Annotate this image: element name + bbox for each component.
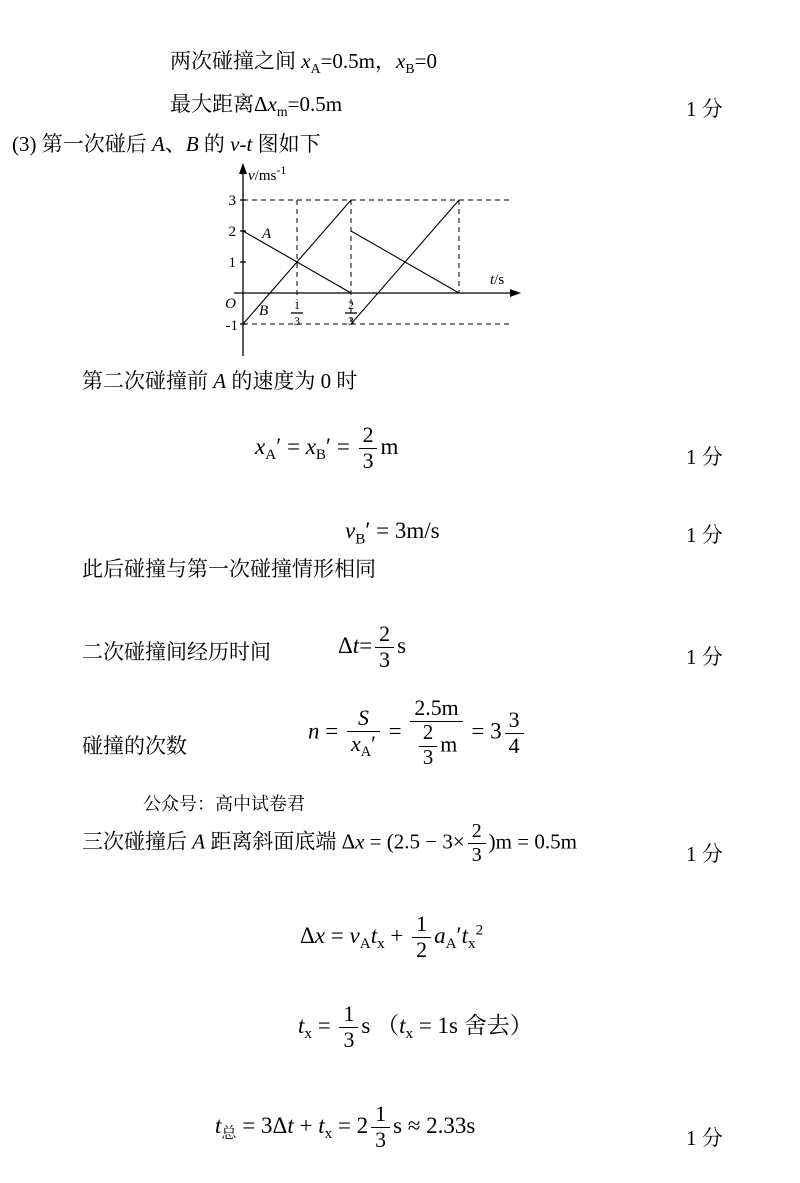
formula-delta-x: $\Delta x = v_At_x$ + $\frac{1}{2}$ $a_A't_x^2$	[300, 912, 484, 963]
label-interval-time: 二次碰撞间经历时间	[82, 640, 271, 664]
x-axis-arrow	[510, 289, 521, 297]
score-badge-3: 1 分	[686, 523, 723, 547]
label-collision-count: 碰撞的次数	[82, 734, 187, 758]
tick-label-2: 2	[228, 224, 236, 240]
y-axis-label: $v/ms^{-1}$	[248, 163, 287, 184]
curve-B-segment2	[351, 200, 459, 324]
line-between-collisions: 两次碰撞之间 $x_A=0.5m$，$x_B=0$	[170, 49, 437, 76]
line-same-as-first: 此后碰撞与第一次碰撞情形相同	[82, 557, 376, 581]
score-badge-5: 1 分	[686, 842, 723, 866]
tick-label-neg1: -1	[225, 318, 238, 334]
score-badge-6: 1 分	[686, 1126, 723, 1150]
svg-text:1: 1	[294, 298, 300, 312]
vt-graph	[218, 160, 526, 373]
curve-label-A: A	[262, 226, 272, 242]
score-badge-1: 1 分	[686, 97, 723, 121]
score-badge-2: 1 分	[686, 445, 723, 469]
tick-label-1: 1	[228, 255, 236, 271]
svg-text:3: 3	[294, 314, 300, 328]
formula-vb: $v_B' = 3m/s$	[345, 518, 440, 548]
line-after-third-collision: 三次碰撞后 A 距离斜面底端 Δx = (2.5 − 3× $\frac{2}{3}$ )m = 0.5m	[82, 820, 577, 866]
formula-total-time: $t_总 = 3\Delta t + t_x = 2$ $\frac{1}{3}$ s ≈ 2.33s	[215, 1102, 476, 1153]
tick-label-3: 3	[228, 193, 236, 209]
formula-xa-xb: $x_A' = x_B'$ = $\frac{2}{3}$ m	[255, 423, 399, 474]
svg-text:2: 2	[348, 298, 354, 312]
formula-n: n = $\frac{S}{x_A'}$ = 2.5m $\frac{2}{3}$ m = 3 $\frac{3}{4}$	[308, 696, 527, 771]
formula-delta-t: Δt= $\frac{2}{3}$ s	[338, 622, 407, 673]
line-max-distance: 最大距离$\Delta x_m=0.5m$	[170, 92, 343, 119]
origin-label: O	[225, 296, 236, 312]
score-badge-4: 1 分	[686, 645, 723, 669]
svg-text:3: 3	[348, 314, 354, 328]
x-axis-label: t/s	[490, 272, 505, 288]
watermark-text: 公众号：高中试卷君	[143, 794, 305, 814]
line-before-second-collision: 第二次碰撞前 A 的速度为 0 时	[82, 369, 358, 393]
curve-label-B: B	[259, 303, 269, 319]
heading-part3: (3) 第一次碰后 A、B 的 v-t 图如下	[12, 132, 321, 156]
formula-tx: $t_x$ = $\frac{1}{3}$ s （$t_x = 1s$ 舍去）	[298, 1002, 533, 1053]
y-axis-arrow	[239, 163, 247, 174]
